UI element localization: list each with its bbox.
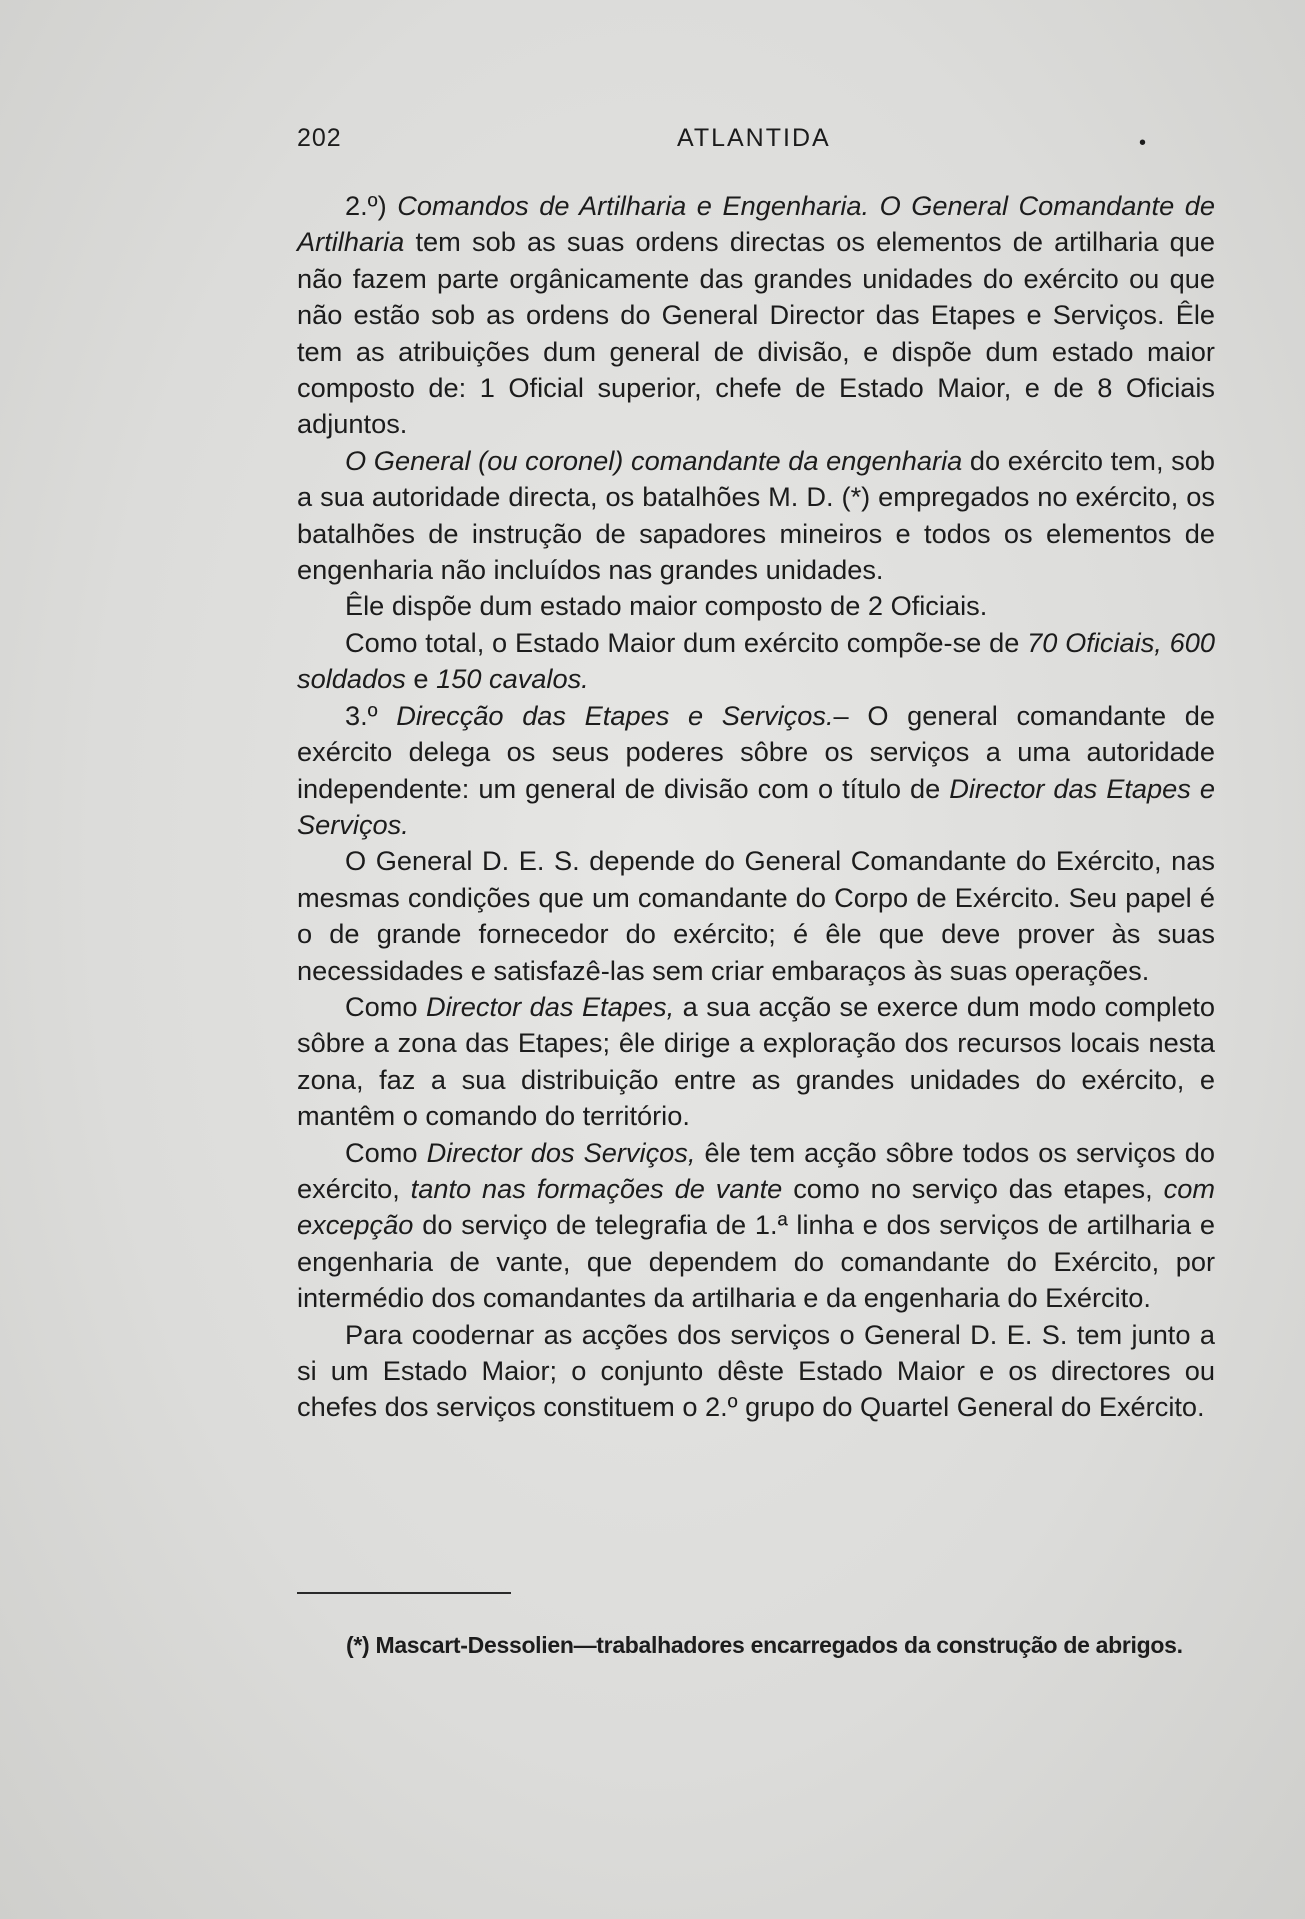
paragraph: [297, 188, 1215, 443]
running-title: ATLANTIDA: [677, 124, 831, 152]
footnote: (*) Mascart-Dessolien—trabalhadores encarregados da construção de abrigos.: [346, 1632, 1183, 1658]
page-header: [297, 124, 1197, 164]
italic-text: Director das Etapes e Serviços.: [297, 772, 1215, 840]
paragraph: [297, 843, 1215, 989]
paragraph: [297, 443, 1215, 589]
text-segment: do serviço de telegrafia de 1.ª linha e dos serviços de artilharia e engenharia de vante, que dependem do comandante do Exército, por intermédio dos comandantes da artilharia e da engenharia do Exército.: [297, 1209, 1215, 1314]
italic-text: Director dos Serviços,: [426, 1136, 696, 1168]
text-segment: – O general comandante de exército delega os seus poderes sôbre os serviços a uma autoridade independente: um general de divisão com o título de: [297, 699, 1215, 804]
footnote-rule: [297, 1592, 511, 1594]
body-text: [297, 188, 1215, 1426]
text-segment: como no serviço das etapes,: [782, 1172, 1164, 1204]
text-segment: tem sob as suas ordens directas os elementos de artilharia que não fazem parte orgânicamente das grandes unidades do exército ou que não estão sob as ordens do General Director das Etapes e Serviços. Êle tem as atribuições dum general de divisão, e dispõe dum estado maior composto de: 1 Oficial superior, chefe de Estado Maior, e de 8 Oficiais adjuntos.: [297, 226, 1215, 440]
text-segment: O General D. E. S. depende do General Comandante do Exército, nas mesmas condições que um comandante do Corpo de Exército. Seu papel é o de grande fornecedor do exército; é êle que deve prover às suas necessidades e satisfazê-las sem criar embaraços às suas operações.: [297, 845, 1215, 986]
text-segment: e: [405, 663, 437, 695]
italic-text: Direcção das Etapes e Serviços.: [396, 699, 834, 731]
page-number: 202: [297, 124, 342, 152]
paragraph: [297, 989, 1215, 1135]
text-segment: Como: [345, 990, 426, 1022]
text-segment: 3.º: [345, 699, 397, 731]
italic-text: Director das Etapes,: [426, 990, 675, 1022]
header-dot: •: [1139, 132, 1148, 154]
italic-text: com excepção: [297, 1172, 1215, 1241]
paragraph: [297, 625, 1215, 698]
paragraph: [297, 698, 1215, 844]
text-segment: Como: [345, 1136, 427, 1168]
italic-text: 70 Oficiais, 600 soldados: [297, 626, 1215, 695]
paragraph: [297, 1317, 1215, 1426]
text-segment: Êle dispõe dum estado maior composto de 2 Oficiais.: [345, 590, 988, 622]
italic-text: O General (ou coronel) comandante da engenharia: [345, 444, 963, 476]
text-segment: a sua acção se exerce dum modo completo sôbre a zona das Etapes; êle dirige a exploração dos recursos locais nesta zona, faz a sua distribuição entre as grandes unidades do exército, e mantêm o comando do território.: [297, 990, 1215, 1132]
italic-text: 150 cavalos.: [436, 663, 589, 695]
italic-text: tanto nas formações de vante: [410, 1172, 783, 1204]
text-segment: Como total, o Estado Maior dum exército compõe-se de: [345, 626, 1028, 658]
text-segment: êle tem acção sôbre todos os serviços do exército,: [297, 1136, 1216, 1204]
paragraph: [297, 1135, 1215, 1317]
text-segment: Para coodernar as acções dos serviços o General D. E. S. tem junto a si um Estado Maior; o conjunto dêste Estado Maior e os directores ou chefes dos serviços constituem o 2.º grupo do Quartel General do Exército.: [297, 1318, 1215, 1423]
paragraph: [297, 588, 1215, 624]
italic-text: Comandos de Artilharia e Engenharia. O General Comandante de Artilharia: [297, 190, 1215, 258]
text-segment: do exército tem, sob a sua autoridade directa, os batalhões M. D. (*) empregados no exército, os batalhões de instrução de sapadores mineiros e todos os elementos de engenharia não incluídos nas grandes unidades.: [297, 444, 1215, 586]
text-segment: 2.º): [345, 190, 398, 221]
